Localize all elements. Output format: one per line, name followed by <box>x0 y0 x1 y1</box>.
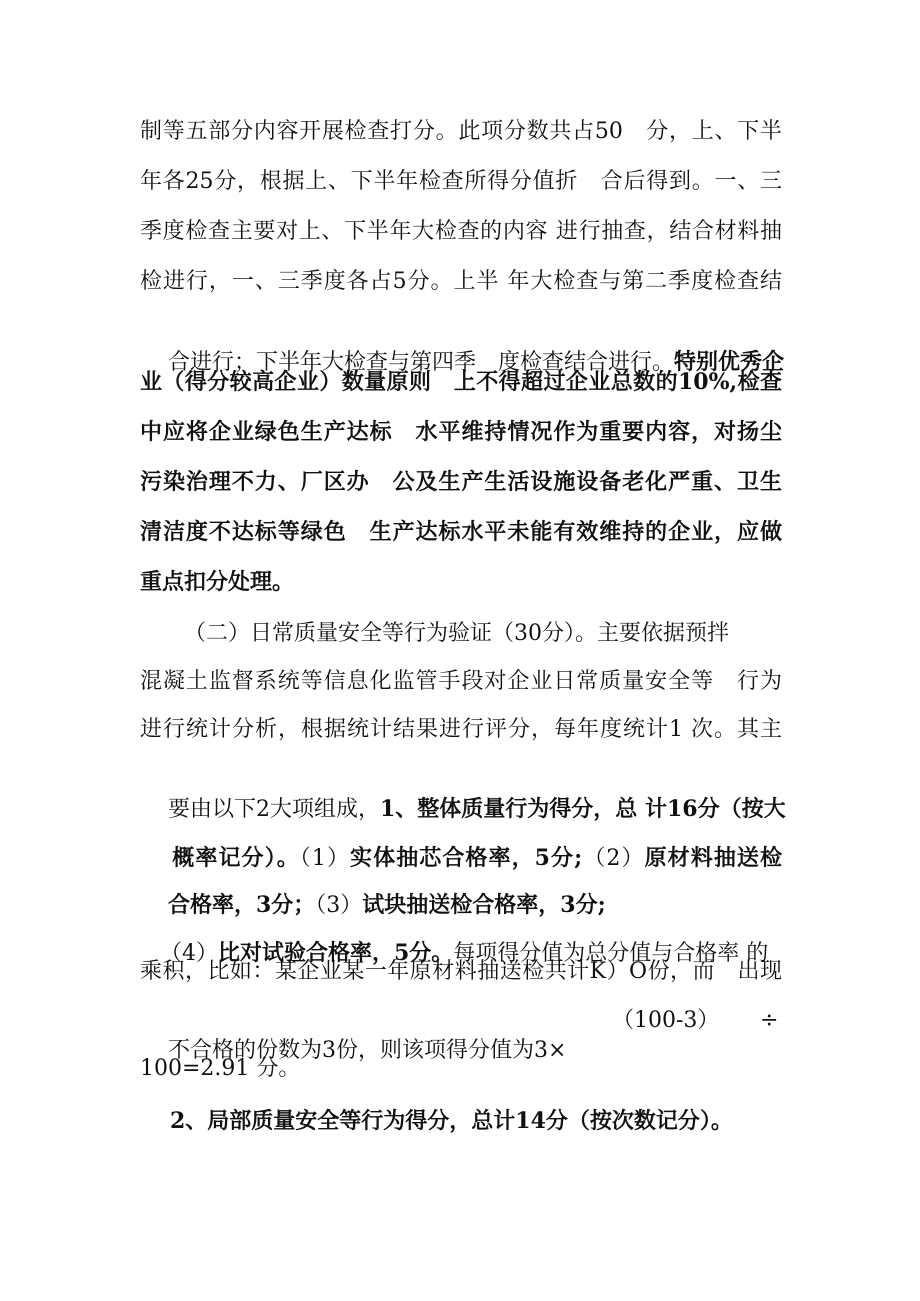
text-line: 制等五部分内容开展检查打分。此项分数共占50 分，上、下半 <box>140 119 782 144</box>
division-sign: ÷ <box>760 1008 779 1033</box>
text-line: 进行统计分析，根据统计结果进行评分，每年度统计1 次。其主 <box>140 717 782 742</box>
bold-text-line: 业（得分较高企业）数量原则 上不得超过企业总数的10%,检查 <box>140 369 782 395</box>
text-line <box>132 908 782 966</box>
bold-text-run: 概率记分）。 <box>172 845 300 871</box>
bold-text-line: 污染治理不力、厂区办 公及生产生活设施设备老化严重、卫生 <box>140 469 782 495</box>
text-line <box>140 317 785 375</box>
text-line <box>140 813 782 871</box>
bold-text-run: 特别优秀企 <box>674 349 785 375</box>
paragraph-heading-line: （二）日常质量安全等行为验证（30分）。主要依据预拌 <box>184 621 729 646</box>
text-line: （100-3） <box>612 1008 720 1033</box>
text-line: 混凝土监督系统等信息化监管手段对企业日常质量安全等 行为 <box>140 669 782 694</box>
bold-text-line: 2、局部质量安全等行为得分，总计14分（按次数记分）。 <box>170 1108 733 1134</box>
text-line: 乘积，比如：某企业某一年原材料抽送检共计K）O份，而 出现 <box>140 959 782 984</box>
bold-text-run: 1、整体质量行为得分，总 计16分（按大 <box>379 796 786 822</box>
text-line: 100=2.91 分。 <box>140 1056 301 1081</box>
text-run: （3） <box>315 893 363 918</box>
bold-text-line: 中应将企业绿色生产达标 水平维持情况作为重要内容，对扬尘 <box>140 419 782 445</box>
text-run: 不合格的份数为3份，则该项得分值为3× <box>167 1038 567 1063</box>
bold-text-run: 试块抽送检合格率，3分; <box>362 892 606 918</box>
text-run: （4） <box>159 941 218 966</box>
text-line <box>140 860 782 918</box>
text-line: 检进行，一、三季度各占5分。上半 年大检查与第二季度检查结 <box>140 269 782 294</box>
bold-text-run: 合格率，3分； <box>167 892 316 918</box>
bold-text-run: 实体抽芯合格率，5分; <box>350 845 583 871</box>
text-line <box>140 764 786 822</box>
bold-text-line: 重点扣分处理。 <box>140 569 295 595</box>
bold-text-run: 比对试验合格率，5分。 <box>217 940 454 966</box>
text-run: 要由以下2大项组成， <box>167 797 380 822</box>
text-line: 年各25分，根据上、下半年检查所得分值折 合后得到。一、三 <box>140 169 782 194</box>
text-run: （1） <box>299 846 351 871</box>
bold-text-run: 原材料抽送检 <box>644 845 782 871</box>
bold-text-line: 清洁度不达标等绿色 生产达标水平未能有效维持的企业，应做 <box>140 519 782 545</box>
text-run: 每项得分值为总分值与合格率 的 <box>453 941 769 966</box>
text-line: 季度检查主要对上、下半年大检查的内容 进行抽查，结合材料抽 <box>140 219 782 244</box>
text-run: 合进行；下半年大检查与第四季 度检查结合进行。 <box>167 350 674 375</box>
text-run: （2） <box>582 846 645 871</box>
